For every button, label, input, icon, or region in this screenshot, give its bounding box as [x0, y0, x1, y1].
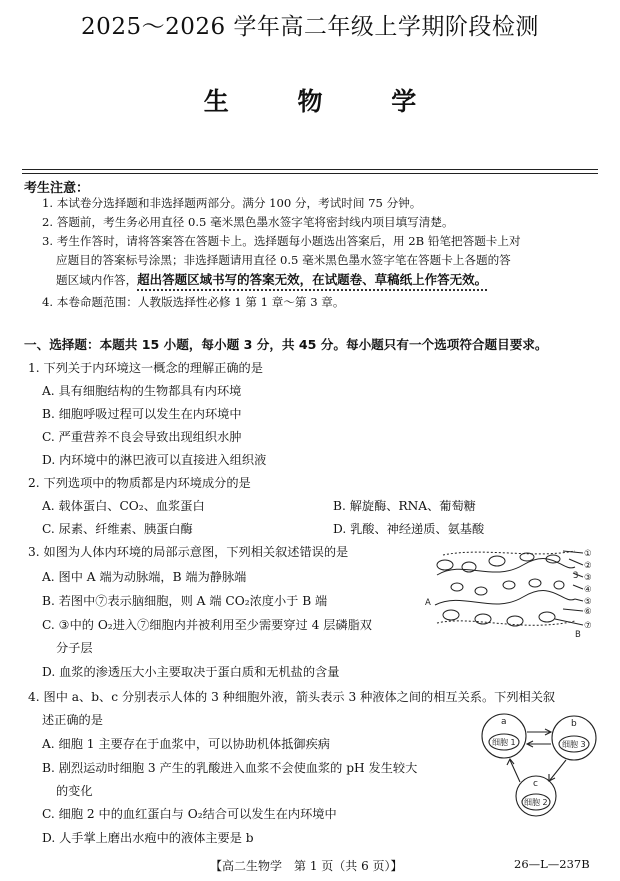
arrow-b-to-c — [550, 760, 566, 780]
q3-option-a: A. 图中 A 端为动脉端，B 端为静脉端 — [42, 570, 247, 584]
tissue-cell — [539, 612, 555, 622]
tissue-boundary — [437, 621, 575, 625]
q3-option-c-cont: 分子层 — [56, 641, 93, 655]
q1-stem: 1. 下列关于内环境这一概念的理解正确的是 — [28, 361, 263, 375]
q1-option-c: C. 严重营养不良会导致出现组织水肿 — [42, 430, 242, 444]
cell-3-label: 细胞 3 — [562, 740, 586, 749]
extracellular-fluid-figure — [474, 708, 604, 820]
q4-stem: 4. 图中 a、b、c 分别表示人体的 3 种细胞外液，箭头表示 3 种液体之间的相互关系。下列相关叙 — [28, 690, 556, 704]
notice-heading: 考生注意： — [24, 181, 90, 196]
subject-title: 生 物 学 — [203, 87, 447, 116]
blood-cell — [475, 587, 487, 595]
paper-code: 26—L—237B — [514, 857, 590, 871]
q3-option-d: D. 血浆的渗透压大小主要取决于蛋白质和无机盐的含量 — [42, 665, 340, 679]
blood-cell — [554, 581, 564, 589]
fluid-b-label: b — [571, 719, 577, 729]
fig-end-a: A — [425, 598, 431, 608]
divider-line — [22, 169, 598, 170]
cell-2-label: 细胞 2 — [524, 798, 548, 807]
q1-option-b: B. 细胞呼吸过程可以发生在内环境中 — [42, 407, 242, 421]
q4-option-c: C. 细胞 2 中的血红蛋白与 O₂结合可以发生在内环境中 — [42, 807, 337, 821]
q3-stem: 3. 如图为人体内环境的局部示意图，下列相关叙述错误的是 — [28, 545, 349, 559]
fig-label-6: ⑥ — [584, 607, 592, 617]
cell-1-label: 细胞 1 — [492, 738, 516, 747]
tissue-cell — [475, 614, 491, 624]
fig-label-5: ⑤ — [584, 597, 592, 607]
tissue-cell — [437, 560, 453, 570]
q2-option-b: B. 解旋酶、RNA、葡萄糖 — [333, 499, 476, 513]
q4-option-d: D. 人手掌上磨出水疱中的液体主要是 b — [42, 831, 254, 845]
fig-label-3-circle: ③ — [584, 573, 592, 583]
q2-option-d: D. 乳酸、神经递质、氨基酸 — [333, 522, 485, 536]
notice-item-2: 2. 答题前，考生务必用直径 0.5 毫米黑色墨水签字笔将密封线内项目填写清楚。 — [42, 215, 454, 229]
tissue-cell — [462, 562, 476, 572]
q1-option-a: A. 具有细胞结构的生物都具有内环境 — [42, 384, 242, 398]
q4-stem-cont: 述正确的是 — [42, 713, 103, 727]
q4-option-b: B. 剧烈运动时细胞 3 产生的乳酸进入血浆不会使血浆的 pH 发生较大 — [42, 761, 418, 775]
section-heading: 一、选择题：本题共 15 小题，每小题 3 分，共 45 分。每小题只有一个选项符合题目要求。 — [24, 337, 548, 352]
q2-option-c: C. 尿素、纤维素、胰蛋白酶 — [42, 522, 193, 536]
notice-emphasis: 超出答题区域书写的答案无效，在试题卷、草稿纸上作答无效。 — [137, 272, 488, 287]
fig-label-3: 3 — [573, 571, 579, 581]
q4-option-b-cont: 的变化 — [56, 784, 93, 798]
arrow-c-to-a — [510, 760, 520, 782]
tissue-cell — [443, 610, 459, 620]
fluid-c-label: c — [533, 779, 538, 789]
notice-item-3-prefix: 题区域内作答， — [56, 273, 138, 287]
fig-label-2: ② — [584, 561, 592, 571]
q3-option-c: C. ③中的 O₂进入⑦细胞内并被利用至少需要穿过 4 层磷脂双 — [42, 618, 372, 632]
notice-item-3-line2: 应题目的答案标号涂黑；非选择题请用直径 0.5 毫米黑色墨水签字笔在答题卡上各题的答 — [56, 253, 511, 267]
internal-environment-figure — [423, 545, 601, 640]
blood-cell — [503, 581, 515, 589]
q4-option-a: A. 细胞 1 主要存在于血浆中，可以协助机体抵御疾病 — [42, 737, 330, 751]
fig-label-4: ④ — [584, 585, 592, 595]
blood-cell — [451, 583, 463, 591]
notice-item-3-line3 — [56, 270, 487, 288]
page-footer: 【高二生物学 第 1 页（共 6 页）】 — [210, 859, 403, 873]
capillary-wall-top — [437, 559, 575, 575]
q3-option-b: B. 若图中⑦表示脑细胞，则 A 端 CO₂浓度小于 B 端 — [42, 594, 328, 608]
tissue-cell — [507, 616, 523, 626]
fluid-a-label: a — [501, 717, 507, 727]
divider-line — [22, 173, 598, 174]
exam-title: 2025～2026 学年高二年级上学期阶段检测 — [81, 14, 539, 40]
blood-cell — [529, 579, 541, 587]
q2-stem: 2. 下列选项中的物质都是内环境成分的是 — [28, 476, 251, 490]
notice-item-4: 4. 本卷命题范围：人教版选择性必修 1 第 1 章～第 3 章。 — [42, 295, 345, 309]
fig-end-b: B — [575, 630, 581, 640]
fig-label-7: ⑦ — [584, 621, 592, 631]
tissue-cell — [489, 556, 505, 566]
q2-option-a: A. 载体蛋白、CO₂、血浆蛋白 — [42, 499, 205, 513]
q1-option-d: D. 内环境中的淋巴液可以直接进入组织液 — [42, 453, 267, 467]
notice-item-3: 3. 考生作答时，请将答案答在答题卡上。选择题每小题选出答案后，用 2B 铅笔把答题卡上对 — [42, 234, 521, 248]
capillary-wall-bottom — [435, 591, 575, 605]
lymph-vessel — [443, 551, 575, 555]
notice-item-1: 1. 本试卷分选择题和非选择题两部分。满分 100 分，考试时间 75 分钟。 — [42, 196, 422, 210]
fig-label-1: ① — [584, 549, 592, 559]
